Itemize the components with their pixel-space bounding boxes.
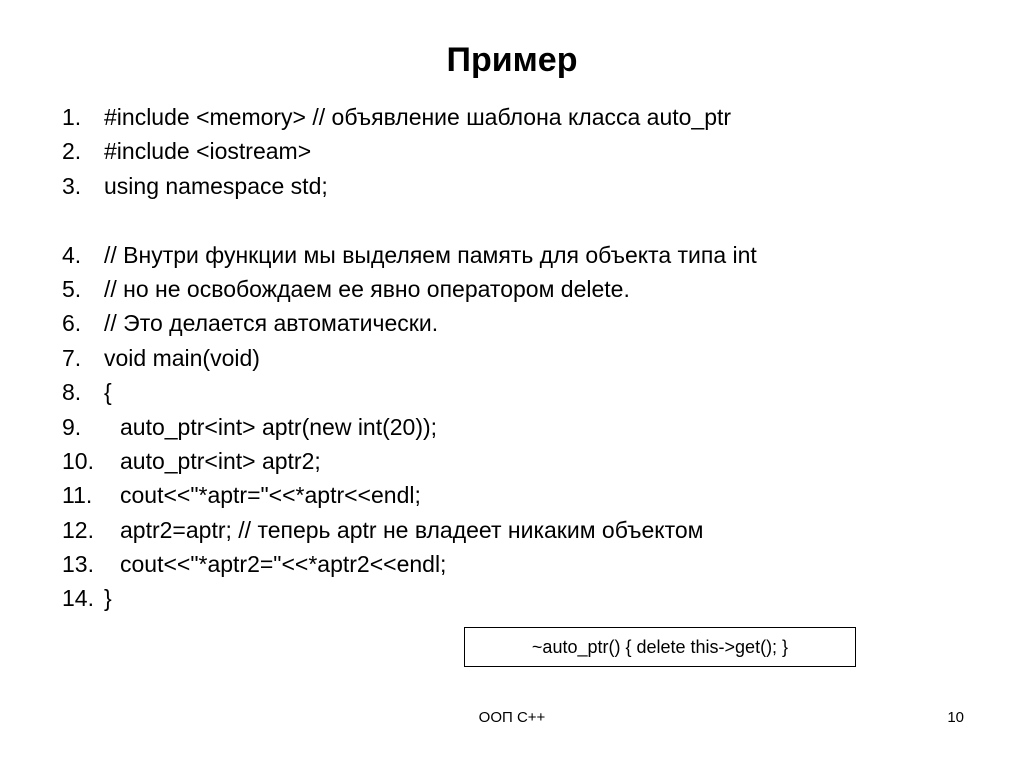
code-listing [62,100,982,616]
line-number: 8. [62,379,82,406]
code-line-3 [62,169,982,203]
destructor-callout: ~auto_ptr() { delete this->get(); } [464,627,856,667]
code-line-4 [62,238,982,272]
code-line-7 [62,341,982,375]
line-number: 11. [62,482,93,509]
line-number: 3. [62,172,82,199]
line-text: void main(void) [104,344,260,371]
line-text: #include <iostream> [104,138,312,165]
line-number: 5. [62,275,82,302]
line-text: auto_ptr<int> aptr(new int(20)); [120,413,438,440]
code-line-6 [62,306,982,340]
line-number: 6. [62,310,82,337]
line-text: cout<<"*aptr2="<<*aptr2<<endl; [120,551,447,578]
slide-title: Пример [446,41,578,79]
line-number: 10. [62,447,94,474]
page-number: 10 [947,709,964,726]
line-number: 9. [62,413,82,440]
line-text: using namespace std; [104,172,328,199]
code-line-10 [62,444,982,478]
line-number: 14. [62,585,94,612]
line-number: 7. [62,344,82,371]
code-line-9 [62,410,982,444]
code-line-13 [62,547,982,581]
line-number: 4. [62,241,82,268]
code-line-5 [62,272,982,306]
code-line-8 [62,375,982,409]
line-number: 1. [62,104,82,130]
line-text: { [104,379,112,406]
line-text: aptr2=aptr; // теперь aptr не владеет никаким объектом [120,516,704,543]
line-text: } [104,585,112,612]
line-text: #include <memory> // объявление шаблона класса auto_ptr [104,104,732,130]
code-line-1 [62,100,982,134]
line-number: 2. [62,138,82,165]
line-text: // Внутри функции мы выделяем память для объекта типа int [104,241,757,268]
line-number: 13. [62,551,94,578]
code-line-14 [62,581,982,615]
line-text: // но не освобождаем ее явно оператором delete. [104,275,630,302]
line-text: // Это делается автоматически. [104,310,439,337]
slide-footer: ООП C++ [478,709,546,726]
line-number: 12. [62,516,94,543]
code-line-11 [62,478,982,512]
code-line-12 [62,513,982,547]
line-text: auto_ptr<int> aptr2; [120,447,321,474]
line-text: cout<<"*aptr="<<*aptr<<endl; [120,482,421,509]
blank-line [62,203,982,237]
code-line-2 [62,134,982,168]
